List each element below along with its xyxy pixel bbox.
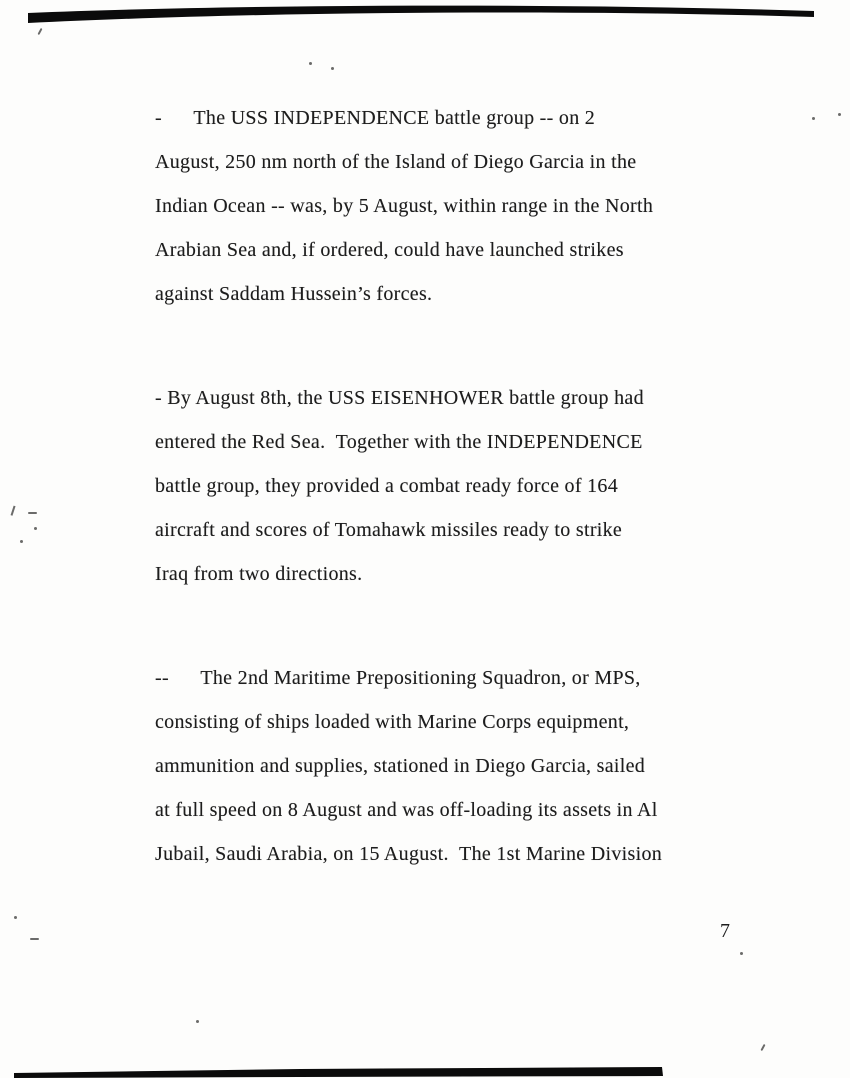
text-line: against Saddam Hussein’s forces. [155,283,433,305]
text-line: ammunition and supplies, stationed in Diego Garcia, sailed [155,755,646,777]
page-number: 7 [720,920,731,942]
paragraph-uss-independence [155,96,745,316]
text-line: Iraq from two directions. [155,563,363,585]
text-line: - By August 8th, the USS EISENHOWER battle group had [155,387,644,409]
scan-speck [812,117,815,120]
scan-artifact-top-bar [0,0,850,32]
text-line: August, 250 nm north of the Island of Diego Garcia in the [155,151,637,173]
scan-speck [28,512,37,514]
scan-speck [740,952,743,955]
text-line: - The USS INDEPENDENCE battle group -- on 2 [155,107,596,129]
text-line: battle group, they provided a combat ready force of 164 [155,475,619,497]
scan-speck [309,62,312,65]
text-line: entered the Red Sea. Together with the INDEPENDENCE [155,431,643,453]
scan-speck [11,506,18,517]
scan-speck [838,113,841,116]
text-line: at full speed on 8 August and was off-loading its assets in Al [155,799,658,821]
scan-artifact-bottom-bar [0,1064,850,1078]
scan-speck [20,540,23,543]
scan-speck [34,527,37,530]
document-body [155,96,745,936]
scan-speck [331,67,334,70]
text-line: aircraft and scores of Tomahawk missiles ready to strike [155,519,623,541]
text-line: Indian Ocean -- was, by 5 August, within range in the North [155,195,654,217]
scan-speck [30,938,39,940]
text-line: Jubail, Saudi Arabia, on 15 August. The 1st Marine Division [155,843,663,865]
paragraph-uss-eisenhower [155,376,745,596]
text-line: -- The 2nd Maritime Prepositioning Squadron, or MPS, [155,667,641,689]
scan-speck [37,28,42,35]
text-line: Arabian Sea and, if ordered, could have launched strikes [155,239,624,261]
scan-speck [14,916,17,919]
text-line: consisting of ships loaded with Marine Corps equipment, [155,711,630,733]
scan-speck [760,1044,765,1051]
scan-speck [196,1020,199,1023]
paragraph-mps-squadron [155,656,745,876]
